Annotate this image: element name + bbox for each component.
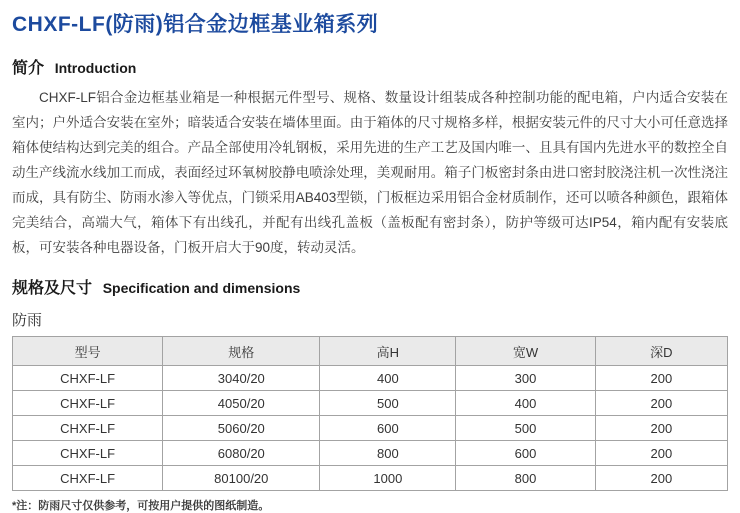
table-cell: CHXF-LF (13, 391, 163, 416)
table-cell: 4050/20 (163, 391, 320, 416)
header-cell-depth: 深D (595, 337, 727, 366)
table-cell: 200 (595, 466, 727, 491)
spec-table-head (13, 337, 728, 366)
table-header-row (13, 337, 728, 366)
table-cell: CHXF-LF (13, 466, 163, 491)
table-cell: CHXF-LF (13, 416, 163, 441)
table-cell: 200 (595, 391, 727, 416)
intro-heading-zh: 简介 (12, 60, 45, 77)
intro-heading-en: Introduction (54, 60, 137, 76)
table-cell: 800 (456, 466, 595, 491)
table-cell: 200 (595, 441, 727, 466)
table-cell: 400 (456, 391, 595, 416)
header-cell-spec: 规格 (163, 337, 320, 366)
table-row (13, 416, 728, 441)
spec-heading-zh: 规格及尺寸 (12, 280, 93, 297)
header-cell-model: 型号 (13, 337, 163, 366)
spec-section-heading (12, 272, 728, 300)
table-cell: CHXF-LF (13, 366, 163, 391)
page-title: CHXF-LF(防雨)铝合金边框基业箱系列 (12, 13, 379, 36)
table-cell: 3040/20 (163, 366, 320, 391)
table-cell: 6080/20 (163, 441, 320, 466)
spec-subheading-rainproof: 防雨 (12, 312, 43, 329)
table-row (13, 391, 728, 416)
table-cell: 500 (456, 416, 595, 441)
table-cell: 300 (456, 366, 595, 391)
header-cell-height: 高H (320, 337, 456, 366)
table-row (13, 441, 728, 466)
table-cell: 400 (320, 366, 456, 391)
intro-paragraph: CHXF-LF铝合金边框基业箱是一种根据元件型号、规格、数量设计组装成各种控制功能的配电箱，户内适合安装在室内；户外适合安装在室外；暗装适合安装在墙体里面。由于箱体的尺寸规格多样，根据安装元件的尺寸大小可任意选择箱体使结构达到完美的组合。产品全部使用冷轧钢板，采用先进的生产工艺及国内唯一、且具有国内先进水平的数控全自动生产线流水线加工而成，表面经过环氧树胶静电喷涂处理，美观耐用。箱子门板密封条由进口密封胶浇注机一次性浇注而成，具有防尘、防雨水渗入等优点，门锁采用AB403型锁，门板框边采用铝合金材质制作，还可以喷各种颜色，跟箱体完美结合，高端大气，箱体下有出线孔，并配有出线孔盖板（盖板配有密封条），防护等级可达IP54，箱内配有安装底板，可安装各种电器设备，门板开启大于90度，转动灵活。 (12, 90, 728, 255)
table-cell: 1000 (320, 466, 456, 491)
spec-heading-en: Specification and dimensions (102, 280, 301, 296)
footnote: *注：防雨尺寸仅供参考，可按用户提供的图纸制造。 (12, 500, 270, 512)
table-cell: 5060/20 (163, 416, 320, 441)
table-cell: 80100/20 (163, 466, 320, 491)
intro-section-heading (12, 52, 728, 80)
table-cell: 600 (320, 416, 456, 441)
table-cell: 200 (595, 366, 727, 391)
table-row (13, 366, 728, 391)
table-cell: 600 (456, 441, 595, 466)
spec-table (12, 336, 728, 491)
table-cell: 200 (595, 416, 727, 441)
spec-table-body (13, 366, 728, 491)
table-cell: CHXF-LF (13, 441, 163, 466)
header-cell-width: 宽W (456, 337, 595, 366)
table-cell: 800 (320, 441, 456, 466)
table-cell: 500 (320, 391, 456, 416)
table-row (13, 466, 728, 491)
